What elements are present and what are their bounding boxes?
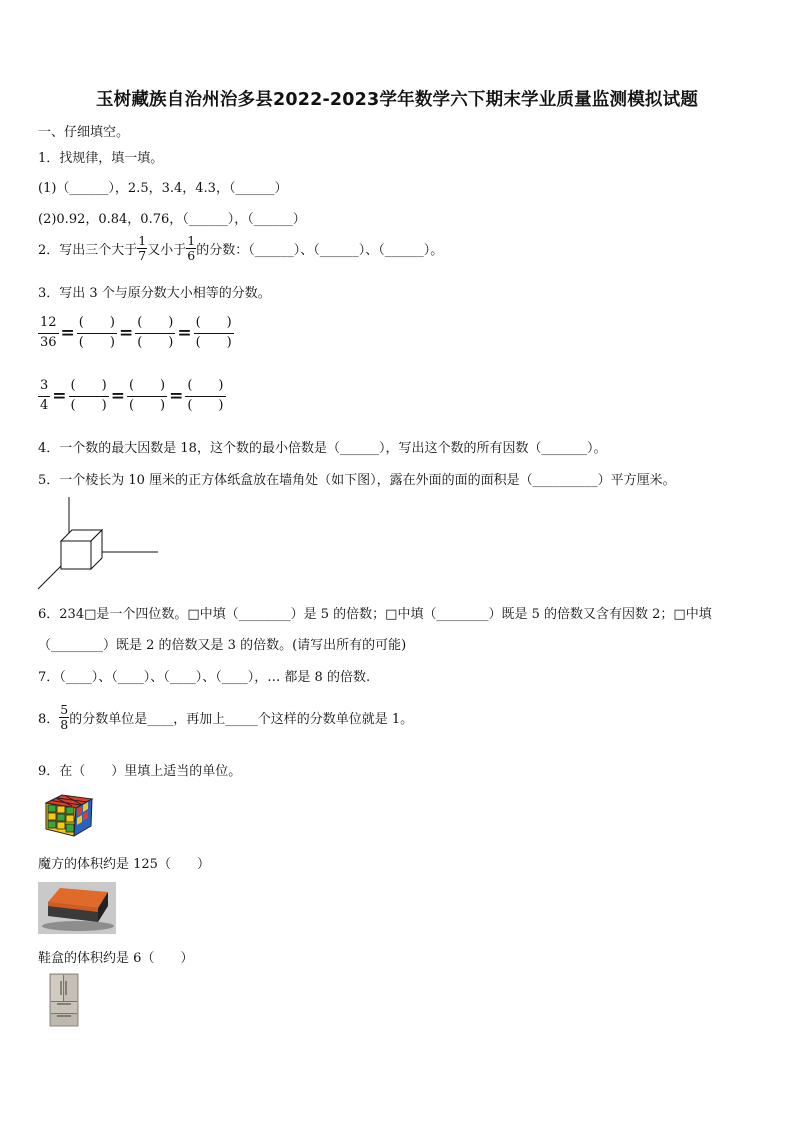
equals-sign: = bbox=[177, 323, 192, 344]
fraction-denominator: 8 bbox=[60, 717, 69, 733]
fraction-numerator: 12 bbox=[38, 314, 59, 334]
fraction-denominator: 36 bbox=[40, 334, 57, 350]
question-1-part-2: (2)0.92，0.84，0.76，（______），（______） bbox=[38, 212, 306, 227]
section-heading: 一、仔细填空。 bbox=[38, 125, 130, 140]
fraction-numerator: 1 bbox=[138, 233, 147, 248]
equals-sign: = bbox=[169, 386, 184, 407]
blank-numerator: ( ) bbox=[194, 314, 234, 334]
fraction-denominator: 6 bbox=[187, 248, 196, 264]
blank-denominator: ( ) bbox=[78, 334, 115, 350]
blank-fraction[interactable] bbox=[127, 377, 167, 416]
blank-numerator: ( ) bbox=[127, 377, 167, 397]
fraction-numerator: 5 bbox=[60, 702, 69, 717]
blank-fraction[interactable] bbox=[77, 314, 117, 353]
blank-denominator: ( ) bbox=[195, 334, 232, 350]
question-5: 5．一个棱长为 10 厘米的正方体纸盒放在墙角处（如下图），露在外面的面的面积是（__________）平方厘米。 bbox=[38, 473, 676, 488]
blank-fraction[interactable] bbox=[69, 377, 109, 416]
blank-denominator: ( ) bbox=[128, 397, 166, 413]
blank-fraction[interactable] bbox=[135, 314, 175, 353]
fraction-one-sixth bbox=[186, 234, 196, 264]
fraction-denominator: 4 bbox=[40, 397, 49, 413]
equivalent-fraction-row-2 bbox=[38, 377, 226, 416]
blank-numerator: ( ) bbox=[135, 314, 175, 334]
question-4: 4．一个数的最大因数是 18，这个数的最小倍数是（______），写出这个数的所有因数（_______）。 bbox=[38, 441, 607, 456]
shoebox-volume-caption: 鞋盒的体积约是 6（ ） bbox=[38, 951, 194, 966]
question-2-mid: 又小于 bbox=[147, 243, 187, 259]
question-2-prefix: 2．写出三个大于 bbox=[38, 243, 138, 259]
cube-volume-caption: 魔方的体积约是 125（ ） bbox=[38, 857, 210, 872]
question-8-suffix: 的分数单位是____，再加上_____个这样的分数单位就是 1。 bbox=[69, 712, 414, 728]
blank-denominator: ( ) bbox=[187, 397, 224, 413]
blank-numerator: ( ) bbox=[69, 377, 109, 397]
question-2 bbox=[38, 234, 443, 264]
equals-sign: = bbox=[60, 323, 75, 344]
fraction-numerator: 1 bbox=[187, 233, 196, 248]
blank-denominator: ( ) bbox=[137, 334, 174, 350]
question-8 bbox=[38, 703, 413, 733]
fraction-numerator: 3 bbox=[38, 377, 50, 397]
fraction-one-seventh bbox=[137, 234, 147, 264]
original-fraction bbox=[38, 377, 50, 416]
question-9-stem: 9．在（ ）里填上适当的单位。 bbox=[38, 764, 242, 779]
blank-numerator: ( ) bbox=[185, 377, 225, 397]
page-title: 玉树藏族自治州治多县2022-2023学年数学六下期末学业质量监测模拟试题 bbox=[95, 90, 699, 110]
blank-denominator: ( ) bbox=[70, 397, 107, 413]
fraction-denominator: 7 bbox=[138, 248, 147, 264]
question-1-part-1: (1)（______），2.5，3.4，4.3，（______） bbox=[38, 181, 288, 196]
question-6-line-2: （________）既是 2 的倍数又是 3 的倍数。(请写出所有的可能) bbox=[38, 638, 407, 653]
equals-sign: = bbox=[110, 386, 125, 407]
question-7: 7．（____）、（____）、（____）、（____），… 都是 8 的倍数. bbox=[38, 670, 371, 685]
equivalent-fraction-row-1 bbox=[38, 314, 234, 353]
equals-sign: = bbox=[118, 323, 134, 344]
rubiks-cube-image bbox=[42, 791, 96, 839]
blank-fraction[interactable] bbox=[194, 314, 234, 353]
shoebox-image bbox=[38, 882, 116, 934]
question-2-suffix: 的分数：（______）、（______）、（______）。 bbox=[196, 243, 444, 259]
question-6-line-1: 6．234□是一个四位数。□中填（________）是 5 的倍数；□中填（________）既是 5 的倍数又含有因数 2；□中填 bbox=[38, 607, 712, 622]
blank-fraction[interactable] bbox=[185, 377, 225, 416]
question-1-stem: 1．找规律，填一填。 bbox=[38, 151, 164, 166]
question-8-prefix: 8． bbox=[38, 712, 60, 728]
cube-in-corner-figure bbox=[36, 497, 162, 591]
blank-numerator: ( ) bbox=[77, 314, 117, 334]
equals-sign: = bbox=[52, 386, 67, 407]
original-fraction bbox=[38, 314, 59, 353]
question-3-stem: 3．写出 3 个与原分数大小相等的分数。 bbox=[38, 286, 271, 301]
refrigerator-image bbox=[48, 973, 82, 1029]
fraction-five-eighths bbox=[59, 703, 69, 733]
